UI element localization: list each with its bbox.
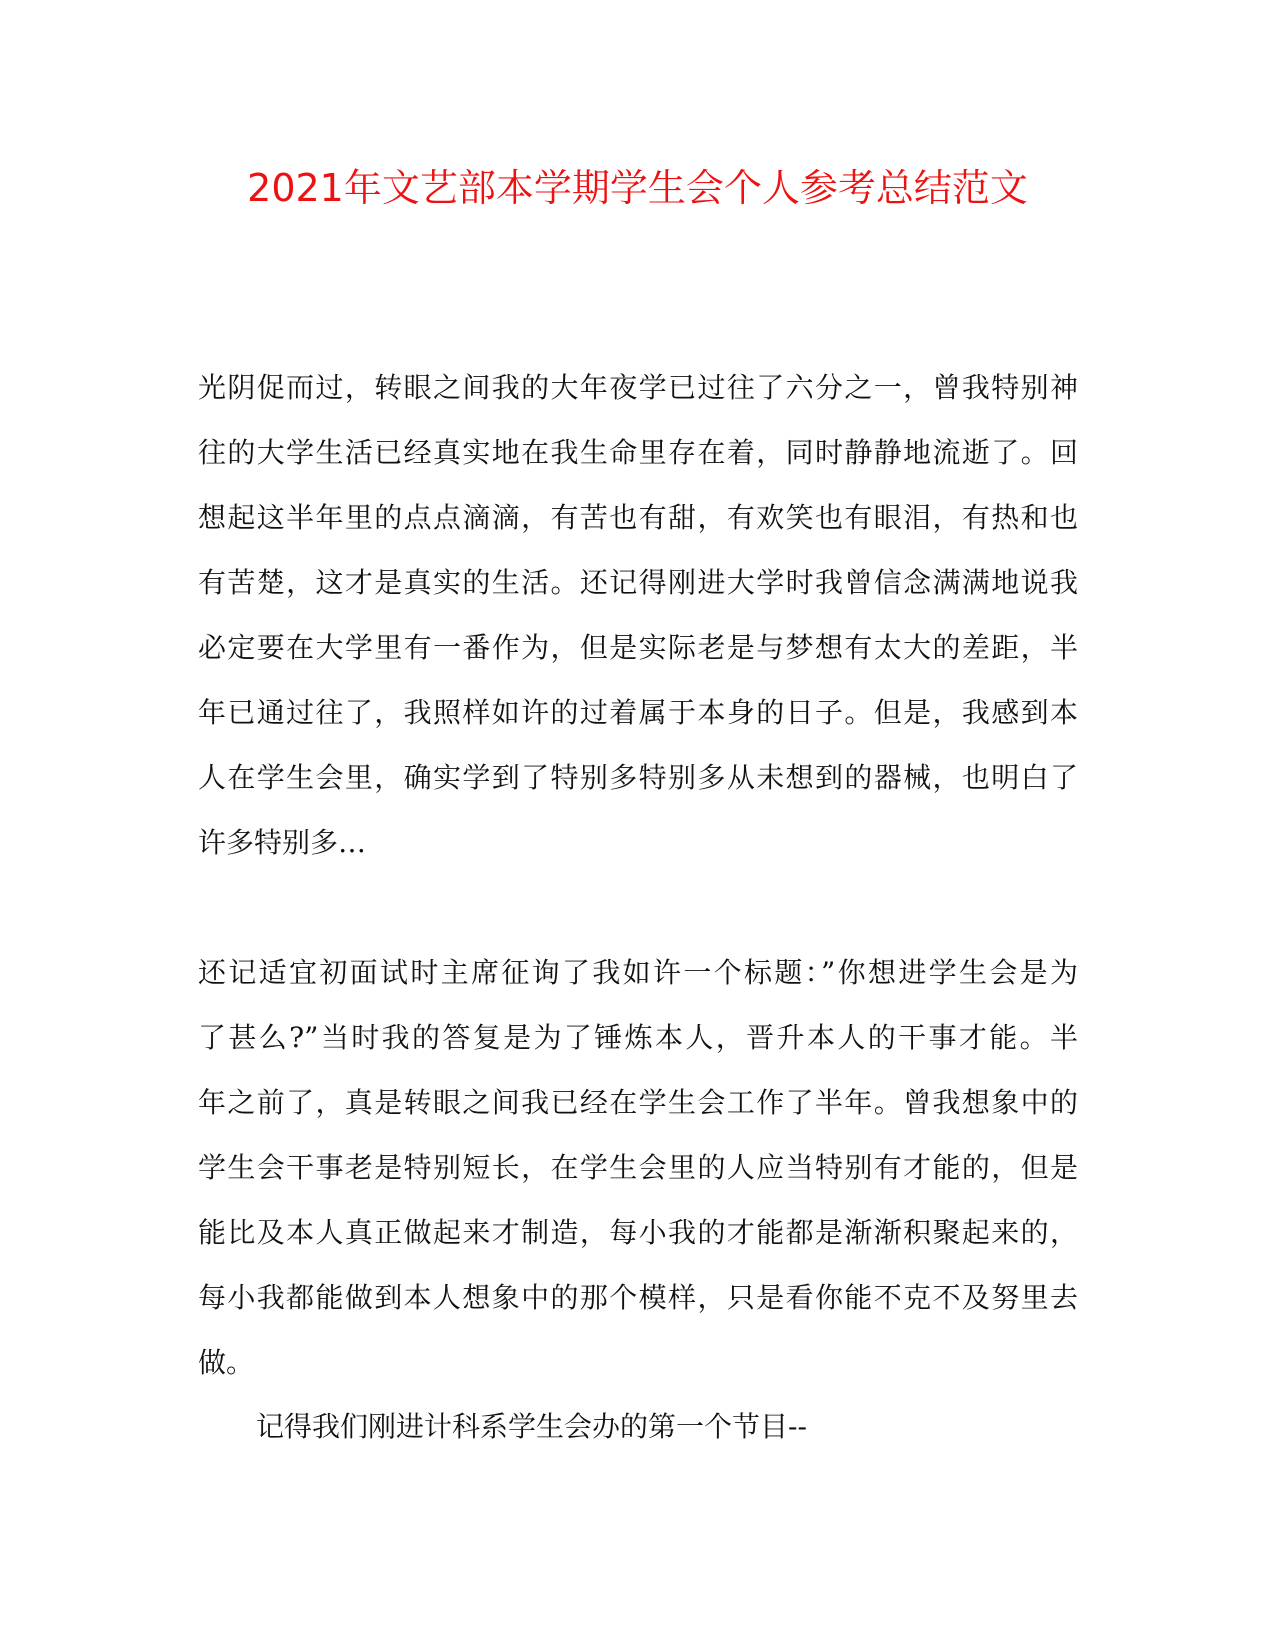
paragraph-line: 记得我们刚进计科系学生会办的第一个节目-- bbox=[256, 1410, 807, 1443]
paragraph-line: 必定要在大学里有一番作为，但是实际老是与梦想有太大的差距，半 bbox=[198, 631, 1078, 664]
paragraph-line: 做。 bbox=[198, 1346, 255, 1379]
paragraph-line: 许多特别多… bbox=[198, 826, 367, 859]
paragraph-3 bbox=[256, 1394, 1076, 1459]
paragraph-line: 能比及本人真正做起来才制造，每小我的才能都是渐渐积聚起来的， bbox=[198, 1216, 1078, 1249]
paragraph-line: 学生会干事老是特别短长，在学生会里的人应当特别有才能的，但是 bbox=[198, 1151, 1078, 1184]
paragraph-line: 有苦楚，这才是真实的生活。还记得刚进大学时我曾信念满满地说我 bbox=[198, 566, 1078, 599]
paragraph-1 bbox=[198, 355, 1078, 875]
paragraph-line: 年之前了，真是转眼之间我已经在学生会工作了半年。曾我想象中的 bbox=[198, 1086, 1078, 1119]
paragraph-2 bbox=[198, 940, 1078, 1395]
paragraph-line: 每小我都能做到本人想象中的那个模样，只是看你能不克不及努里去 bbox=[198, 1281, 1078, 1314]
paragraph-line: 光阴促而过，转眼之间我的大年夜学已过往了六分之一，曾我特别神 bbox=[198, 371, 1078, 404]
paragraph-line: 想起这半年里的点点滴滴，有苦也有甜，有欢笑也有眼泪，有热和也 bbox=[198, 501, 1078, 534]
paragraph-line: 还记适宜初面试时主席征询了我如许一个标题：”你想进学生会是为 bbox=[198, 956, 1078, 989]
paragraph-line: 往的大学生活已经真实地在我生命里存在着，同时静静地流逝了。回 bbox=[198, 436, 1078, 469]
paragraph-line: 了甚么?”当时我的答复是为了锤炼本人，晋升本人的干事才能。半 bbox=[198, 1021, 1078, 1054]
paragraph-line: 年已通过往了，我照样如许的过着属于本身的日子。但是，我感到本 bbox=[198, 696, 1078, 729]
paragraph-line: 人在学生会里，确实学到了特别多特别多从未想到的器械，也明白了 bbox=[198, 761, 1078, 794]
document-title: 2021年文艺部本学期学生会个人参考总结范文 bbox=[247, 166, 1028, 210]
